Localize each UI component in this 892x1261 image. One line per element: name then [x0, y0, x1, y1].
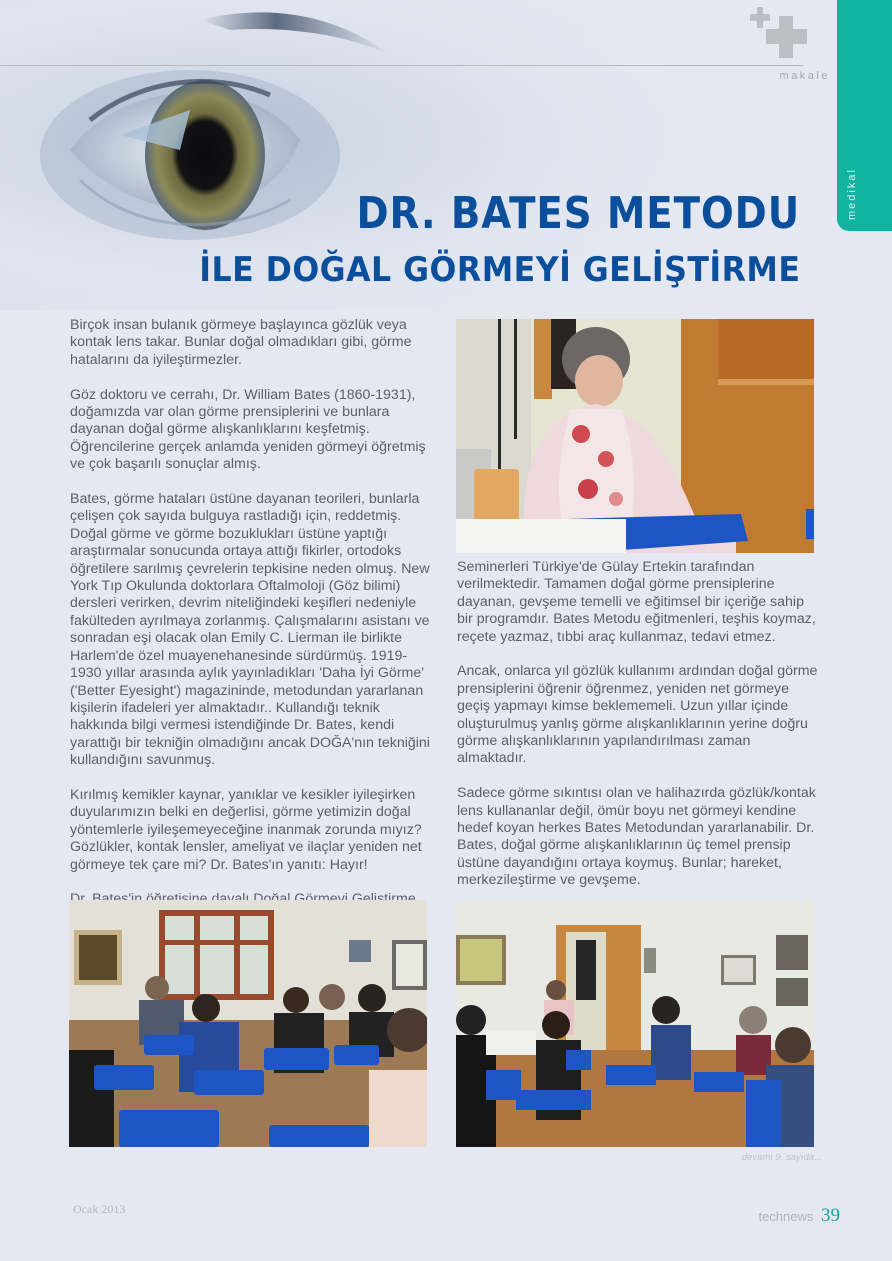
seminar-group-photo-1 [69, 900, 427, 1147]
article-right-column [457, 559, 823, 907]
article-subtitle: İLE DOĞAL GÖRMEYİ GELİŞTİRME [198, 250, 800, 290]
paragraph: Bates, görme hataları üstüne dayanan teorileri, bunlarla çelişen çok sayıda bulguya rastladığı için, reddetmiş. Doğal görme ve görme bozuklukları üstüne yaptığı araştırmalar sonucunda ortaya attığı fikirler, ortodoks öğretilere sarılmış çevrelerin tepkisine neden olmuş. New York Tıp Okulunda doktorlara Oftalmoloji (Göz bilimi) dersleri verirken, devrim niteliğindeki keşifleri nedeniyle fakülteden ayrılmaya zorlanmış. Çalışmalarını asistanı ve sonradan eşi olacak olan Emily C. Lierman ile birlikte Harlem'de özel muayenehanesinde sürdürmüş. 1919-1930 yıllar arasında aylık yayınladıkları 'Daha İyi Görme' ('Better Eyesight') magazininde, metodundan yararlanan kişilerin ifadeleri yer almaktadır.. Kullandığı teknik hakkında bilgi vermesi istendiğinde Dr. Bates, kendi yarattığı bir tekniğin olmadığını ancak DOĞA'nın tekniğini kullandığını savunmuş. [70, 491, 430, 769]
header-rule [0, 65, 803, 66]
plus-large-icon [766, 16, 807, 58]
magazine-name: technews [758, 1209, 814, 1224]
page-footer-brand [758, 1205, 840, 1227]
paragraph: Seminerleri Türkiye'de Gülay Ertekin tarafından verilmektedir. Tamamen doğal görme prensiplerine dayanan, gevşeme temelli ve eğitimsel bir içeriğe sahip bir programdır. Bates Metodu eğitmenleri, teşhis koymaz, reçete yazmaz, tıbbi araç kullanmaz, tedavi etmez. [457, 559, 816, 645]
paragraph: Sadece görme sıkıntısı olan ve halihazırda gözlük/kontak lens kullananlar değil, ömür boyu net görmeyi kendine hedef koyan herkes Bates Metodundan yararlanabilir. Dr. Bates, doğal görme alışkanlıklarının üç temel prensip üstüne dayandığını ortaya koymuş. Bunlar; hareket, merkezileştirme ve gevşeme. [457, 785, 816, 889]
instructor-photo [456, 319, 814, 553]
category-tab-label: medikal [846, 168, 858, 220]
seminar-group-photo-2 [456, 900, 814, 1147]
article-left-column [70, 317, 438, 926]
page-number: 39 [821, 1205, 840, 1226]
paragraph: Göz doktoru ve cerrahı, Dr. William Bates (1860-1931), doğamızda var olan görme prensiplerini ve bunlara dayanan doğal görme alışkanlıklarını keşfetmiş. Öğrencilerine gerçek anlamda yeniden görmeyi öğretmiş ve çok başarılı sonuçlar almış. [70, 386, 426, 473]
section-label: makale [779, 70, 830, 82]
continued-note: devamı 9. sayıda... [741, 1152, 822, 1163]
plus-small-icon [750, 7, 770, 28]
article-title: DR. BATES METODU [356, 188, 800, 239]
issue-date: Ocak 2013 [73, 1202, 126, 1216]
paragraph: Birçok insan bulanık görmeye başlayınca gözlük veya kontak lens takar. Bunlar doğal olmadıkları gibi, görme hatalarını da iyileştirmezler. [70, 317, 412, 368]
plus-icons [748, 4, 814, 60]
paragraph: Kırılmış kemikler kaynar, yanıklar ve kesikler iyileşirken duyularımızın belki en değerlisi, görme yetimizin doğal yöntemlerle iyileşemeyeceğine inanmak zorunda mıyız? Gözlükler, kontak lensler, ameliyat ve ilaçlar yeniden net görmeye tek çare mi? Dr. Bates'ın yanıtı: Hayır! [70, 786, 422, 873]
paragraph: Ancak, onlarca yıl gözlük kullanımı ardından doğal görme prensiplerini öğrenir öğrenmez, yeniden net görmeye geçiş yapmayı kimse beklememeli. Uzun yıllar içinde oluşturulmuş yanlış görme alışkanlıklarının yerine doğru görme alışkanlıklarının yapılandırılması zaman almaktadır. [457, 663, 818, 767]
